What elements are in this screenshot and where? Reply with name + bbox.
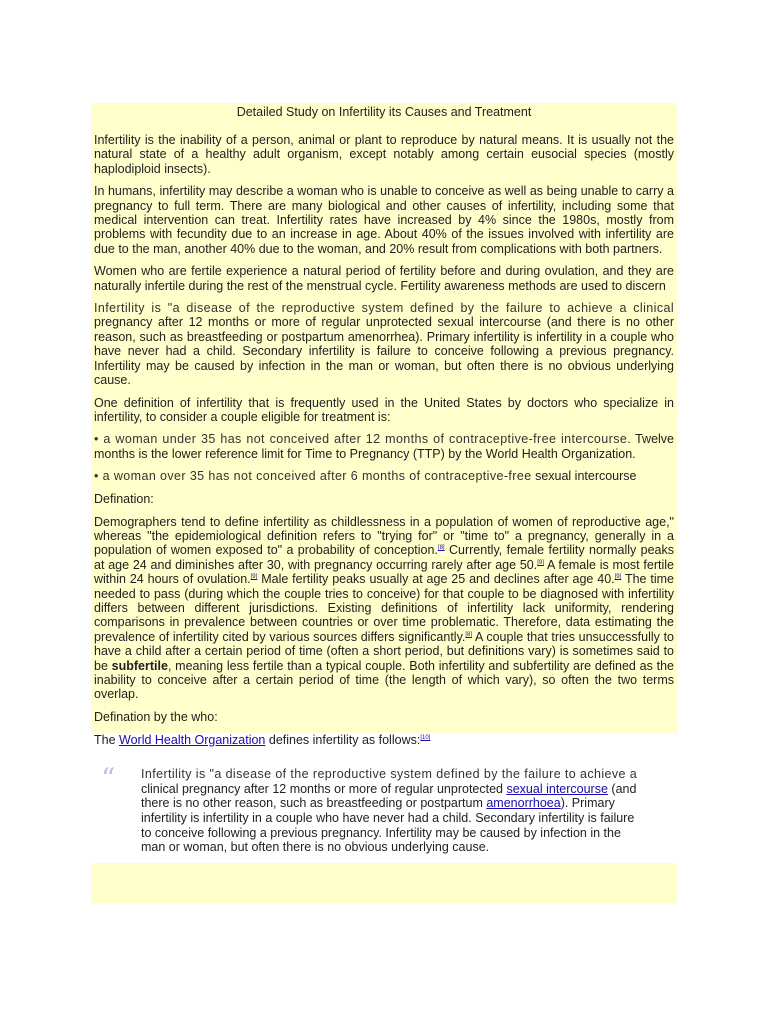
quote-mark-icon: “ bbox=[101, 762, 116, 796]
bullet-over-35-lead: • a woman over 35 has not conceived after 6 months of contraceptive-free bbox=[94, 469, 532, 484]
bullet-under-35-lead: • a woman under 35 has not conceived after 12 months of contraceptive-free intercourse. bbox=[94, 432, 632, 447]
demographers-text-7: , meaning less fertile than a typical couple. Both infertility and subfertility are defined as the inability to conceive after a certain period of time (the length of which vary), so often the two terms overlap. bbox=[94, 658, 674, 702]
reference-link-8b[interactable]: [8] bbox=[465, 631, 473, 638]
reference-link-10[interactable]: [10] bbox=[420, 734, 431, 741]
demographers-text-6: A couple that tries unsuccessfully to have a child after a certain period of time (often a short period, but definitions vary) is sometimes said to be bbox=[94, 629, 674, 673]
paragraph-intro: Infertility is the inability of a person, animal or plant to reproduce by natural means. It is usually not the natural state of a healthy adult organism, except notably among certain eusocial species (mostly haplodiploid insects). bbox=[94, 133, 674, 176]
demographers-text-3: A female is most fertile within 24 hours of ovulation. bbox=[94, 557, 674, 587]
amenorrhoea-link[interactable]: amenorrhoea bbox=[486, 796, 561, 811]
blockquote-text-1: clinical pregnancy after 12 months or more of regular unprotected bbox=[141, 781, 507, 796]
paragraph-who-definition-rest: pregnancy after 12 months or more of regular unprotected sexual intercourse (and there is no other reason, such as breastfeeding or postpartum amenorrhea). Primary infertility is infertility in a couple who have never had a child. Secondary infertility is failure to conceive following a previous pregnancy. Infertility may be caused by infection in the man or woman, but often there is no obvious underlying cause. bbox=[94, 315, 674, 388]
document-page bbox=[91, 103, 677, 903]
who-intro-text-1: The bbox=[94, 732, 120, 747]
subfertile-term: subfertile bbox=[111, 658, 168, 673]
paragraph-who-definition bbox=[94, 301, 674, 387]
demographers-text-2: Currently, female fertility normally peaks at age 24 and diminishes after 30, with pregnancy occurring rarely after age 50. bbox=[94, 543, 675, 572]
world-health-organization-link[interactable]: World Health Organization bbox=[119, 732, 266, 747]
reference-link-9b[interactable]: [9] bbox=[250, 574, 258, 580]
blockquote-text-2: (and there is no other reason, such as breastfeeding or postpartum bbox=[141, 781, 637, 811]
sexual-intercourse-link[interactable]: sexual intercourse bbox=[506, 781, 608, 796]
bullet-under-35-rest: Twelve months is the lower reference limit for Time to Pregnancy (TTP) by the World Health Organization. bbox=[94, 432, 675, 461]
bullet-over-35-rest: sexual intercourse bbox=[535, 469, 637, 484]
paragraph-who-definition-lead: Infertility is "a disease of the reproductive system defined by the failure to achieve a clinical bbox=[94, 301, 674, 316]
paragraph-us-definition: One definition of infertility that is frequently used in the United States by doctors who specialize in infertility, to consider a couple eligible for treatment is: bbox=[94, 395, 674, 424]
blockquote-lead: Infertility is "a disease of the reproductive system defined by the failure to achieve a bbox=[141, 767, 638, 782]
demographers-text-4: Male fertility peaks usually at age 25 and declines after age 40. bbox=[257, 572, 615, 587]
blockquote-text bbox=[141, 767, 647, 855]
defination-heading: Defination: bbox=[94, 491, 154, 506]
reference-link-9a[interactable]: [9] bbox=[537, 559, 544, 566]
paragraph-fertile-period: Women who are fertile experience a natural period of fertility before and during ovulation, and they are naturally infertile during the rest of the menstrual cycle. Fertility awareness methods are used to discern bbox=[94, 264, 674, 293]
blockquote bbox=[91, 757, 677, 863]
demographers-text-5: The time needed to pass (during which the couple tries to conceive) for that couple to be diagnosed with infertility differs between different jurisdictions. Existing definitions of infertility lack uniformity, rendering comparisons in prevalence between countries or over time problematic. Therefore, data estimating the prevalence of infertility cited by various sources differs significantly. bbox=[94, 572, 675, 644]
reference-link-8[interactable]: [8] bbox=[437, 545, 445, 552]
bullet-under-35 bbox=[94, 432, 674, 461]
paragraph-humans: In humans, infertility may describe a woman who is unable to conceive as well as being unable to carry a pregnancy to full term. There are many biological and other causes of infertility, including some that medical intervention can treat. Infertility rates have increased by 4% since the 1980s, mostly from problems with fecundity due to an increase in age. About 40% of the issues involved with infertility are due to the man, another 40% due to the woman, and 20% result from complications with both partners. bbox=[94, 184, 674, 256]
reference-link-9c[interactable]: [9] bbox=[614, 574, 622, 580]
demographers-text-1: Demographers tend to define infertility as childlessness in a population of women of reproductive age," whereas "the epidemiological definition refers to "trying for" or "time to" a pregnancy, generally in a population of women exposed to" a probability of conception. bbox=[94, 514, 674, 558]
who-intro-text-2: defines infertility as follows: bbox=[265, 732, 421, 747]
page-title: Detailed Study on Infertility its Causes and Treatment bbox=[236, 105, 532, 119]
who-heading: Defination by the who: bbox=[94, 709, 218, 724]
blockquote-text-3: ). Primary infertility is infertility in a couple who have never had a child. Secondary infertility is failure to conceive following a previous pregnancy. Infertility may be caused by infection in the man or woman, but often there is no obvious underlying cause. bbox=[141, 796, 635, 855]
bottom-highlight-band bbox=[94, 863, 674, 903]
bullet-over-35 bbox=[94, 469, 674, 483]
paragraph-demographers bbox=[94, 515, 674, 702]
who-intro bbox=[91, 733, 677, 757]
